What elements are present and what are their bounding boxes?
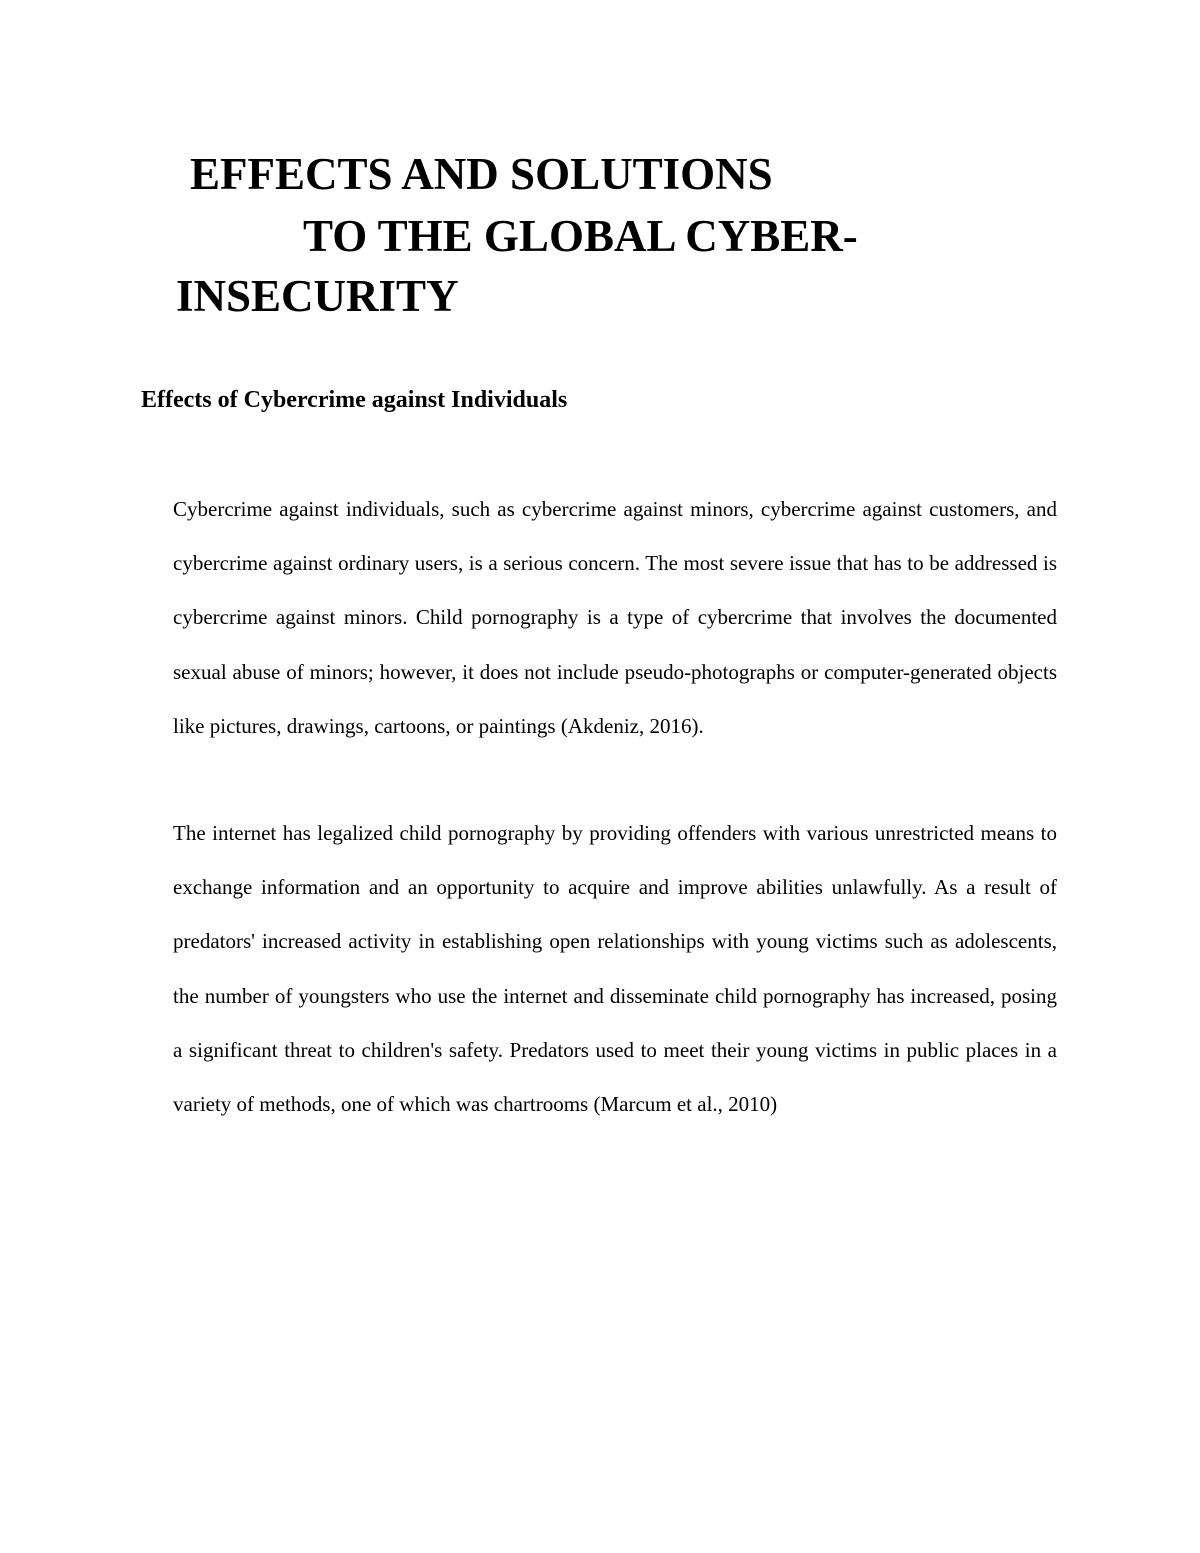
body-paragraph-2: The internet has legalized child pornography by providing offenders with various unrestricted means to exchange information and an opportunity to acquire and improve abilities unlawfully. As a result of predators' increased activity in establishing open relationships with young victims such as adolescents, the number of youngsters who use the internet and disseminate child pornography has increased, posing a significant threat to children's safety. Predators used to meet their young victims in public places in a variety of methods, one of which was chartrooms (Marcum et al., 2010) xyxy=(173,821,1057,1117)
section-heading: Effects of Cybercrime against Individuals xyxy=(141,387,568,413)
document-title-line-2: TO THE GLOBAL CYBER- xyxy=(303,211,858,261)
document-title-line-3: INSECURITY xyxy=(176,271,459,321)
body-paragraph-1: Cybercrime against individuals, such as cybercrime against minors, cybercrime against customers, and cybercrime against ordinary users, is a serious concern. The most severe issue that has to be addressed is cybercrime against minors. Child pornography is a type of cybercrime that involves the documented sexual abuse of minors; however, it does not include pseudo-photographs or computer-generated objects like pictures, drawings, cartoons, or paintings (Akdeniz, 2016). xyxy=(173,497,1057,738)
document-title-line-1: EFFECTS AND SOLUTIONS xyxy=(190,149,773,199)
